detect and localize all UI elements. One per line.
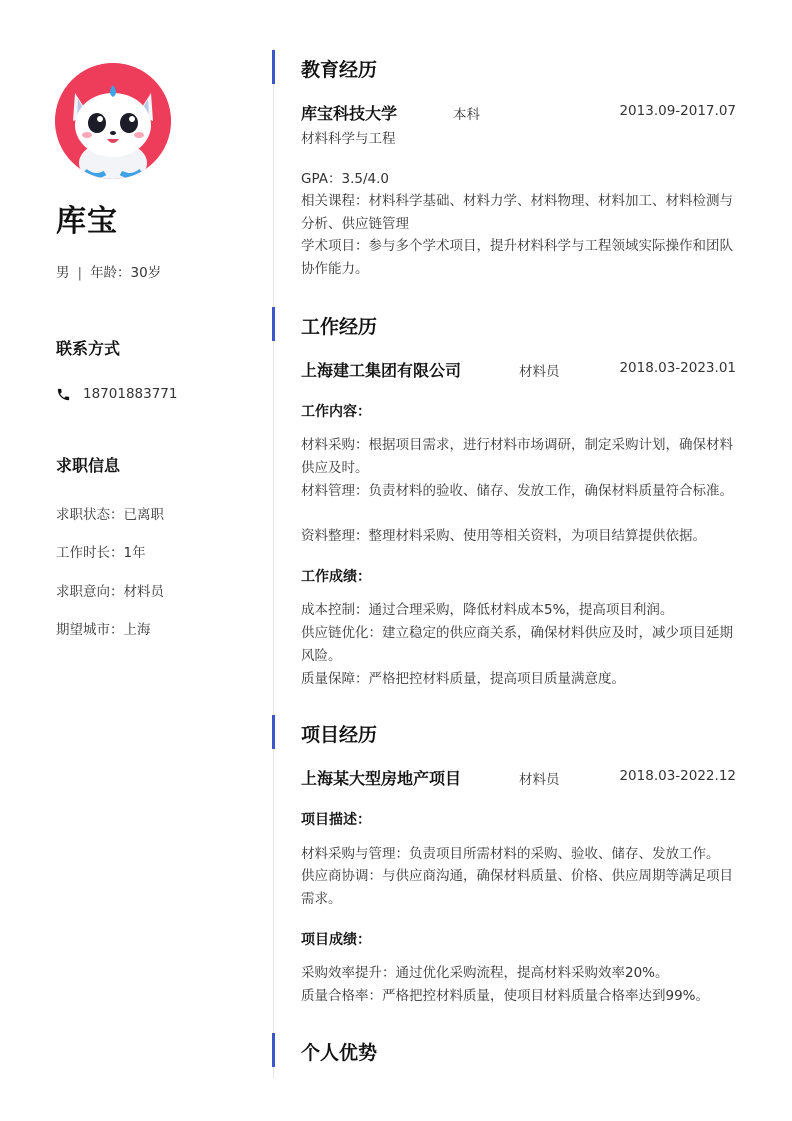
age: 年龄：30岁: [90, 265, 162, 281]
company-name: 上海建工集团有限公司: [301, 361, 462, 380]
phone-number: 18701883771: [83, 386, 178, 402]
mascot-cat-icon: [55, 63, 171, 179]
work-content-item: 材料管理：负责材料的验收、储存、发放工作，确保材料质量符合标准。: [301, 483, 733, 499]
project-role: 材料员: [519, 772, 560, 788]
gpa: GPA：3.5/4.0: [301, 171, 389, 187]
major: 材料科学与工程: [301, 131, 396, 147]
education-date: 2013.09-2017.07: [619, 103, 736, 119]
profile-name: 库宝: [56, 204, 118, 239]
degree: 本科: [453, 107, 480, 123]
project-result-item: 采购效率提升：通过优化采购流程，提高材料采购效率20%。: [301, 965, 669, 981]
work-date: 2018.03-2023.01: [619, 360, 736, 376]
section-marker: [272, 1033, 275, 1067]
phone-row[interactable]: [56, 386, 177, 402]
project-result-label: 项目成绩：: [301, 932, 371, 948]
column-divider: [273, 48, 274, 1078]
work-role: 材料员: [519, 364, 560, 380]
separator: |: [77, 265, 83, 281]
work-achieve-label: 工作成绩：: [301, 569, 371, 585]
project-desc-item: 供应商协调：与供应商沟通，确保材料质量、价格、供应周期等满足项目需求。: [301, 868, 733, 907]
work-achievement-item: 质量保障：严格把控材料质量，提高项目质量满意度。: [301, 671, 625, 687]
work-title: 工作经历: [301, 316, 378, 338]
work-content-item: 资料整理：整理材料采购、使用等相关资料，为项目结算提供依据。: [301, 528, 706, 544]
education-title: 教育经历: [301, 59, 378, 81]
phone-icon: [56, 387, 71, 402]
job-city: 期望城市：上海: [56, 622, 151, 638]
project-header: [301, 766, 736, 788]
school-name: 库宝科技大学: [301, 104, 398, 123]
work-header: [301, 358, 736, 380]
work-achievement-item: 供应链优化：建立稳定的供应商关系，确保材料供应及时，减少项目延期风险。: [301, 625, 733, 664]
project-name: 上海某大型房地产项目: [301, 769, 462, 788]
contact-title: 联系方式: [56, 339, 121, 358]
strengths-title: 个人优势: [301, 1042, 378, 1064]
section-marker: [272, 307, 275, 341]
job-experience: 工作时长：1年: [56, 545, 146, 561]
section-marker: [272, 715, 275, 749]
education-header: [301, 101, 736, 123]
basic-info: [56, 261, 161, 281]
section-marker: [272, 50, 275, 84]
sidebar: [0, 0, 270, 1121]
work-achievement-item: 成本控制：通过合理采购，降低材料成本5%，提高项目利润。: [301, 602, 674, 618]
project-desc-item: 材料采购与管理：负责项目所需材料的采购、验收、储存、发放工作。: [301, 846, 720, 862]
project-result-item: 质量合格率：严格把控材料质量，使项目材料质量合格率达到99%。: [301, 988, 710, 1004]
job-intention: 求职意向：材料员: [56, 584, 164, 600]
avatar: [55, 63, 171, 179]
work-content-label: 工作内容：: [301, 404, 371, 420]
work-content-item: 材料采购：根据项目需求，进行材料市场调研，制定采购计划，确保材料供应及时。: [301, 437, 733, 476]
project-title: 项目经历: [301, 724, 378, 746]
courses: 相关课程：材料科学基础、材料力学、材料物理、材料加工、材料检测与分析、供应链管理: [301, 193, 733, 232]
project-date: 2018.03-2022.12: [619, 768, 736, 784]
project-desc-label: 项目描述：: [301, 812, 371, 828]
job-title: 求职信息: [56, 456, 121, 475]
job-status: 求职状态：已离职: [56, 507, 164, 523]
gender: 男: [56, 265, 70, 281]
academic-projects: 学术项目：参与多个学术项目，提升材料科学与工程领域实际操作和团队协作能力。: [301, 238, 733, 277]
